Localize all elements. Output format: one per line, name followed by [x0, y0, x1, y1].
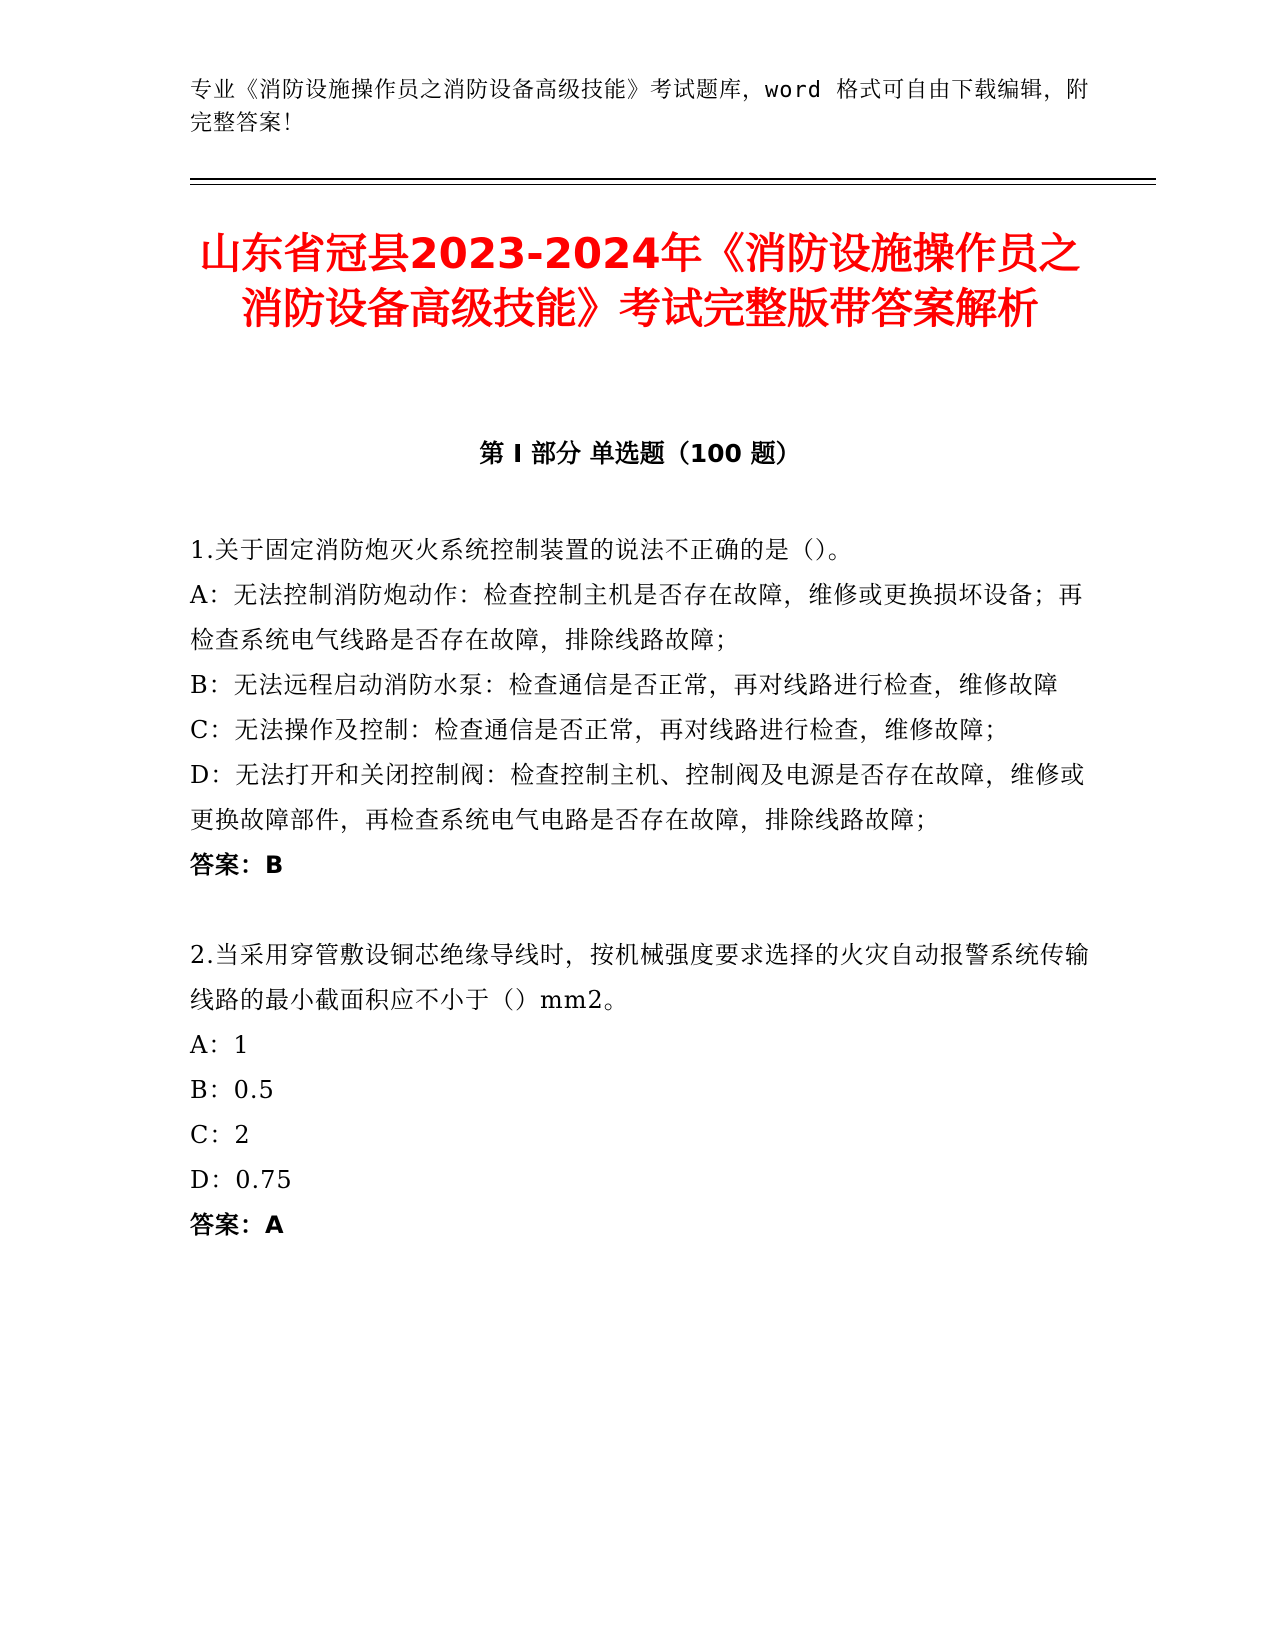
question-spacer	[190, 888, 1090, 933]
header-divider-thick	[190, 178, 1156, 180]
question-stem: 1.关于固定消防炮灭火系统控制装置的说法不正确的是（）。	[190, 536, 853, 564]
question-list	[190, 528, 1090, 1248]
option-c: C：无法操作及控制：检查通信是否正常，再对线路进行检查，维修故障；	[190, 716, 1010, 744]
option-c: C：2	[190, 1121, 251, 1149]
option-d: D：无法打开和关闭控制阀：检查控制主机、控制阀及电源是否存在故障，维修或更换故障部件，再检查系统电气电路是否存在故障，排除线路故障；	[190, 761, 1086, 834]
option-b: B：无法远程启动消防水泵：检查通信是否正常，再对线路进行检查，维修故障	[190, 671, 1059, 699]
answer-label: 答案：A	[190, 1211, 285, 1239]
question-1	[190, 528, 1090, 888]
document-title: 山东省冠县2023-2024年《消防设施操作员之消防设备高级技能》考试完整版带答案解析	[199, 229, 1081, 333]
question-2	[190, 933, 1090, 1248]
option-a: A：1	[190, 1031, 250, 1059]
option-d: D：0.75	[190, 1166, 293, 1194]
header-divider-thin	[190, 184, 1156, 185]
option-a: A：无法控制消防炮动作：检查控制主机是否存在故障，维修或更换损坏设备；再检查系统电气线路是否存在故障，排除线路故障；	[190, 581, 1084, 654]
section-heading: 第 I 部分 单选题（100 题）	[479, 439, 801, 468]
question-stem: 2.当采用穿管敷设铜芯绝缘导线时，按机械强度要求选择的火灾自动报警系统传输线路的最小截面积应不小于（）mm2。	[190, 941, 1090, 1014]
option-b: B：0.5	[190, 1076, 275, 1104]
header-note: 专业《消防设施操作员之消防设备高级技能》考试题库，word 格式可自由下载编辑，附完整答案！	[190, 78, 1090, 136]
answer-label: 答案：B	[190, 851, 285, 879]
